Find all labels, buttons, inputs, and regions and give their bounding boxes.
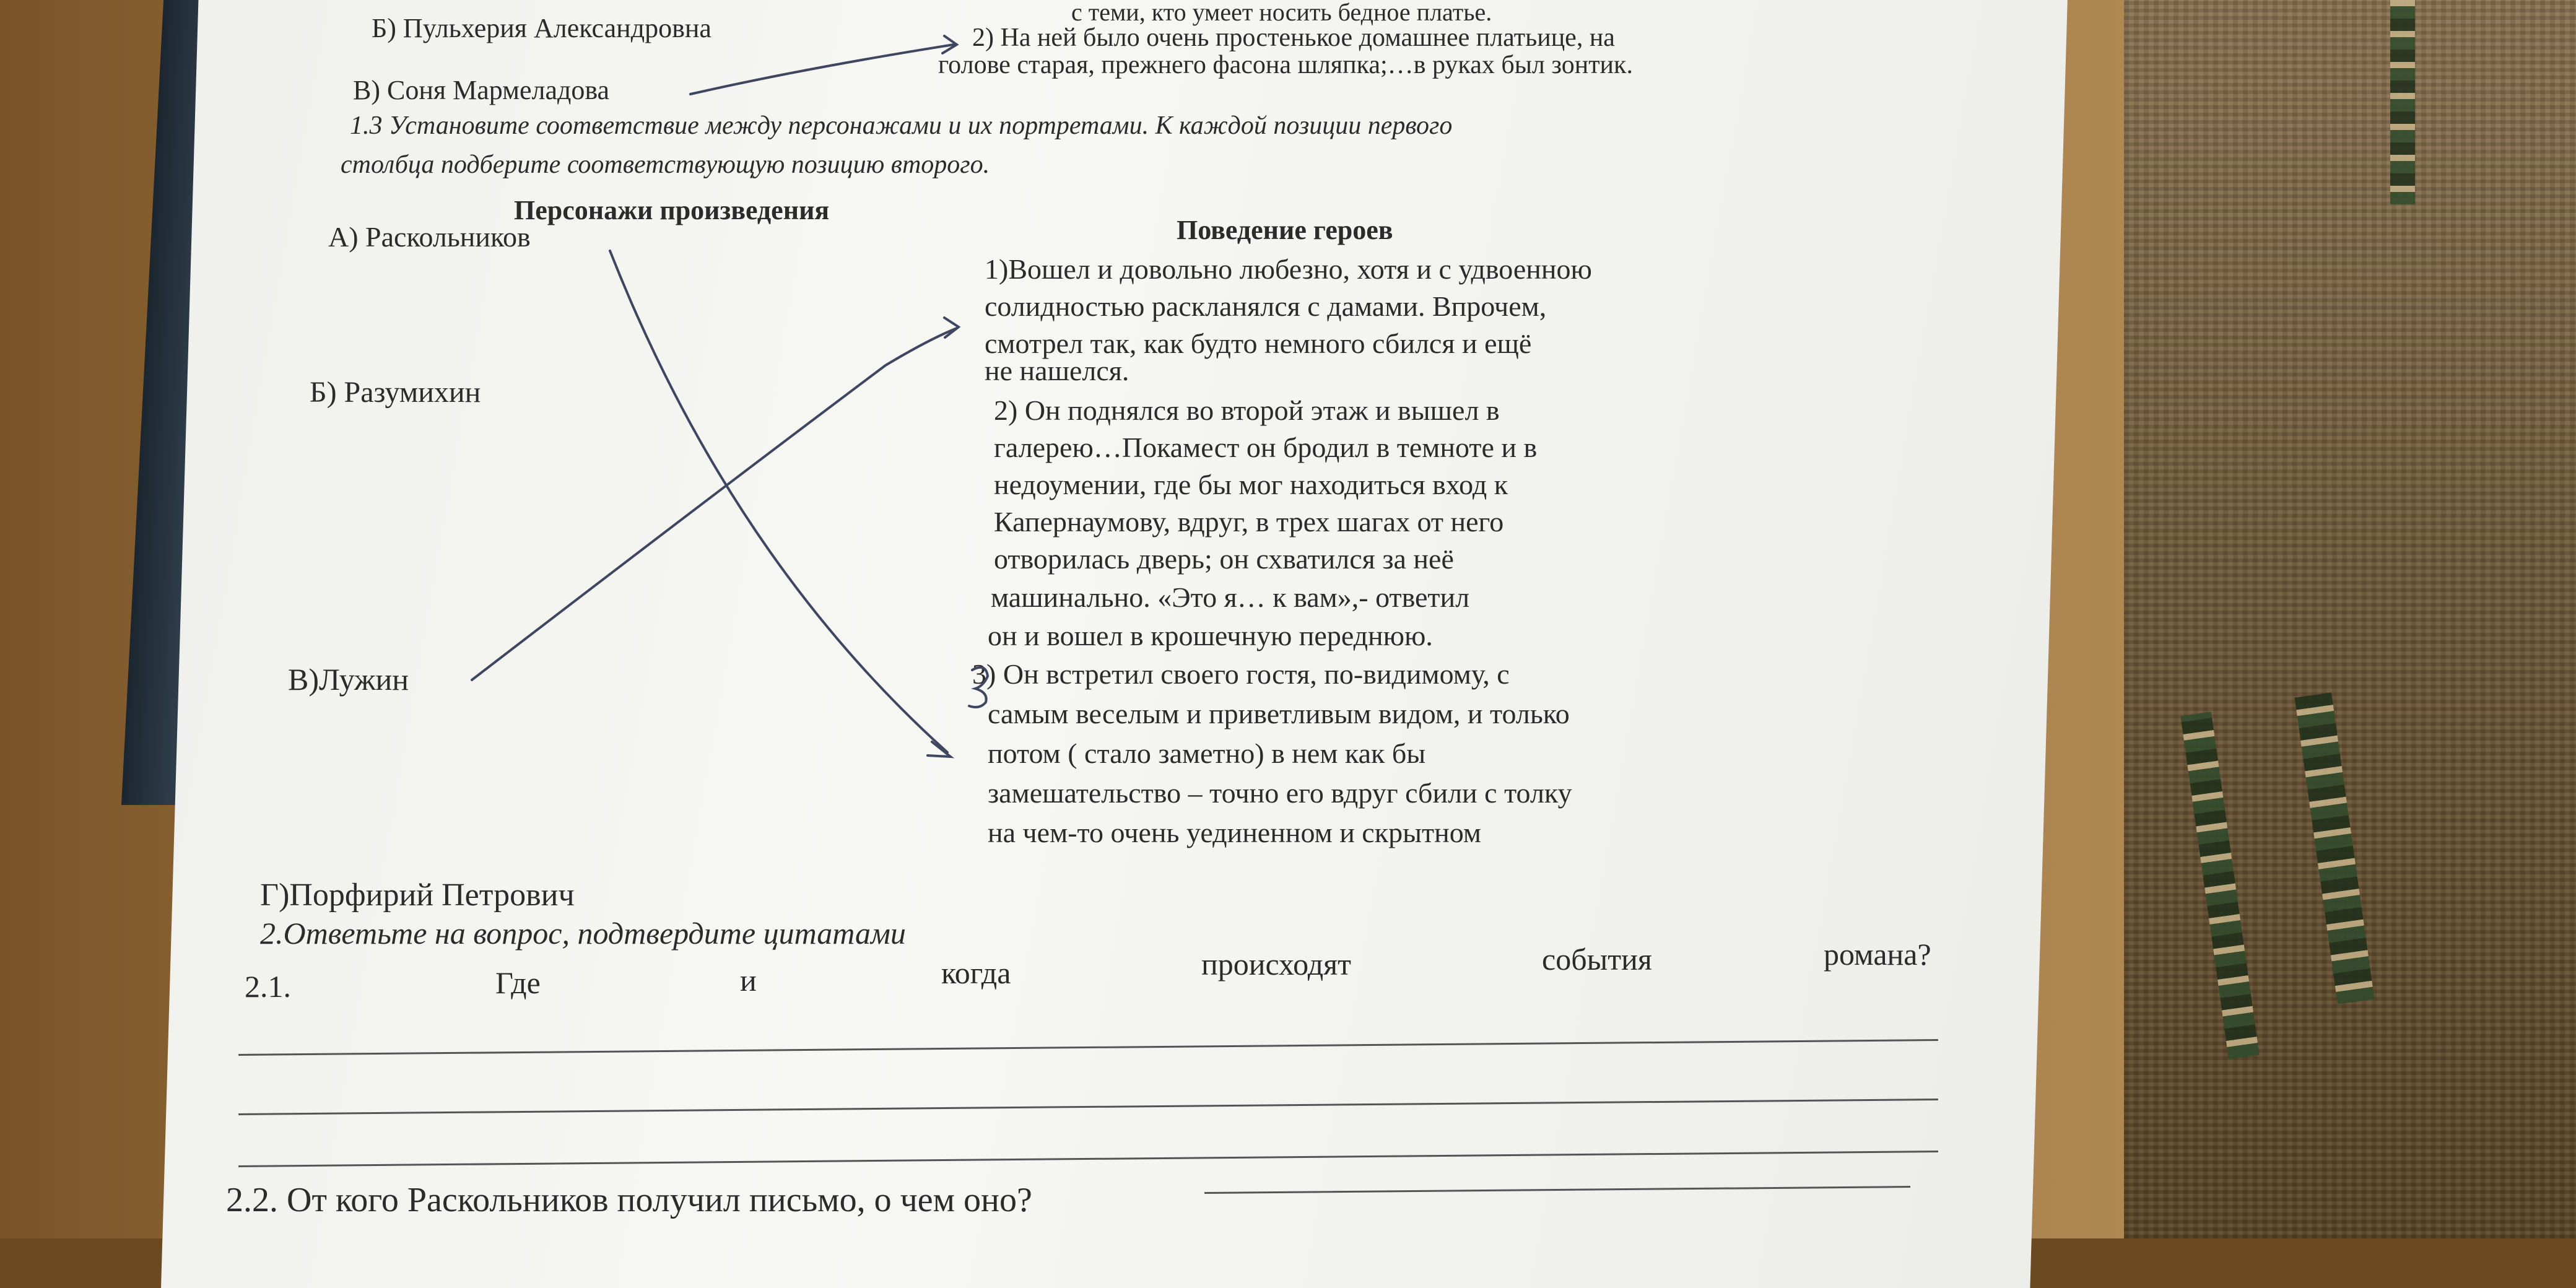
behavior-2-line: 2) Он поднялся во второй этаж и вышел в [994, 394, 1500, 426]
behavior-1-line: не нашелся. [985, 355, 1129, 386]
question-2-1-word: происходят [1201, 947, 1351, 981]
question-2-1-word: романа? [1824, 937, 1931, 972]
behavior-2-line: недоумении, где бы мог находиться вход к [994, 469, 1508, 500]
behavior-2-line: Капернаумову, вдруг, в трех шагах от него [994, 506, 1504, 537]
question-2-1-word: когда [941, 955, 1011, 990]
task-1-3-line1: 1.3 Установите соответствие между персонажами и их портретами. К каждой позиции первого [350, 111, 1453, 140]
behavior-2-line: отворилась дверь; он схватился за неё [994, 543, 1454, 575]
hand-arrow-soniya [690, 45, 954, 94]
behavior-3-line: замешательство – точно его вдруг сбили с толку [988, 777, 1572, 809]
question-2-1-word: события [1542, 942, 1652, 977]
task-2-title: 2.Ответьте на вопрос, подтвердите цитатами [260, 916, 906, 951]
character-raskolnikov: А) Раскольников [328, 221, 531, 253]
behavior-1-line: 1)Вошел и довольно любезно, хотя и с удвоенною [985, 253, 1592, 285]
character-b-top: Б) Пульхерия Александровна [372, 13, 711, 43]
behavior-1-line: смотрел так, как будто немного сбился и ещё [985, 328, 1532, 359]
character-luzhin: В)Лужин [288, 662, 409, 697]
behavior-3-line: потом ( стало заметно) в нем как бы [988, 738, 1426, 769]
question-2-1-word: 2.1. [245, 969, 291, 1004]
behavior-2-line: машинально. «Это я… к вам»,- ответил [991, 581, 1470, 613]
column-header-behavior: Поведение героев [1177, 215, 1393, 245]
hand-mark-3 [969, 668, 988, 707]
behavior-2-line: галерею…Покамест он бродил в темноте и в [994, 432, 1538, 463]
hand-arrowhead [944, 318, 959, 337]
behavior-2-line: он и вошел в крошечную переднюю. [988, 620, 1433, 651]
portrait-2-line1: 2) На ней было очень простенькое домашнее платьице, на [972, 24, 1615, 52]
behavior-3-line: 3) Он встретил своего гостя, по-видимому, с [972, 658, 1510, 690]
question-2-1-word: Где [495, 965, 541, 1000]
behavior-1-line: солидностью раскланялся с дамами. Впрочем, [985, 290, 1547, 322]
character-porfiry: Г)Порфирий Петрович [260, 877, 575, 913]
top-fragment: с теми, кто умеет носить бедное платье. [1071, 0, 1492, 26]
character-v-top: В) Соня Мармеладова [353, 75, 610, 105]
task-1-3-line2: столбца подберите соответствующую позицию второго. [341, 150, 990, 179]
hand-arrow-raskolnikov [610, 251, 947, 752]
portrait-2-line2: голове старая, прежнего фасона шляпка;…в руках был зонтик. [938, 51, 1633, 79]
behavior-3-line: на чем-то очень уединенном и скрытном [988, 817, 1481, 848]
behavior-3-line: самым веселым и приветливым видом, и только [988, 698, 1570, 729]
question-2-2: 2.2. От кого Раскольников получил письмо, о чем оно? [226, 1181, 1032, 1219]
character-razumikhin: Б) Разумихин [310, 376, 481, 409]
hand-arrow-luzhin [472, 328, 957, 680]
column-header-characters: Персонажи произведения [514, 195, 830, 225]
question-2-1-word: и [740, 963, 757, 998]
